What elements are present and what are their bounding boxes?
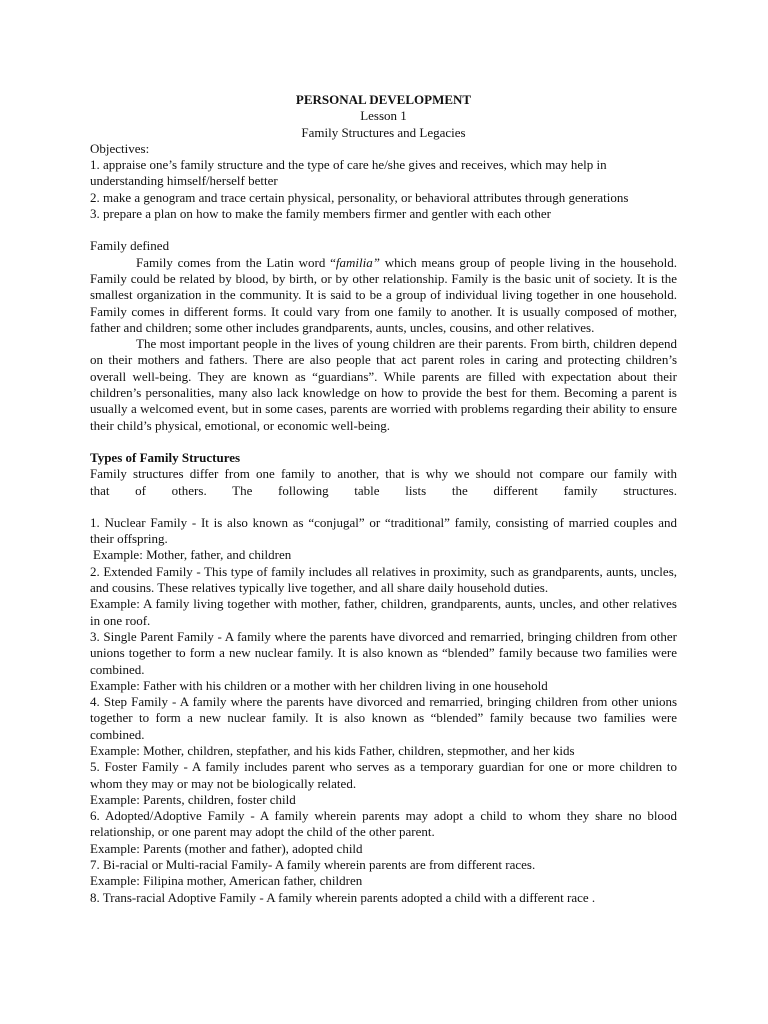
lesson-subtitle: Family Structures and Legacies [301,124,466,140]
objectives-heading: Objectives: [90,140,150,156]
family-type-example: Example: Father with his children or a mother with her children living in one household [90,677,548,693]
spacer [90,222,677,238]
paragraph-text: Family comes from the Latin word “ [136,254,336,270]
document-page [90,92,677,906]
document-title: PERSONAL DEVELOPMENT [295,92,472,107]
family-type-item: 5. Foster Family - A family includes parent who serves as a temporary guardian for one or more children to whom they may or may not be biologically related. [90,759,677,791]
family-type-item: 8. Trans-racial Adoptive Family - A family wherein parents adopted a child with a different race . [90,889,596,905]
latin-word: familia” [335,254,380,270]
family-type-item: 1. Nuclear Family - It is also known as “conjugal” or “traditional” family, consisting of married couples and their offspring. [90,514,677,547]
family-type-example: Example: Mother, father, and children [93,547,292,563]
spacer [90,434,677,450]
family-type-item: 2. Extended Family - This type of family includes all relatives in proximity, such as grandparents, aunts, uncles, and cousins. These relatives typically live together, and all share daily household duties. [90,563,677,596]
parents-paragraph: The most important people in the lives of young children are their parents. From birth, children depend on their mothers and fathers. There are also people that act parent roles in caring and protecting children’s overall well-being. They are known as “guardians”. While parents are filled with expectation about their children’s personalities, many also lack knowledge on how to provide the best for them. Becoming a parent is usually a welcomed event, but in some cases, parents are worried with problems regarding their ability to ensure their child’s physical, emotional, or economic well-being. [90,336,677,433]
family-type-example: Example: Parents, children, foster child [90,791,296,807]
family-type-item: 7. Bi-racial or Multi-racial Family- A family wherein parents are from different races. [90,857,536,873]
lesson-label: Lesson 1 [360,108,407,124]
objective-item: 1. appraise one’s family structure and the type of care he/she gives and receives, which may help in understanding himself/herself better [90,157,607,189]
paragraph-text: which means group of people living in the household. Family could be related by blood, by birth, or by other relationship. Family is the basic unit of society. It is the smallest organization in the community. It is said to be a group of individual living together in one household. Family comes in different forms. It could vary from one family to another. It is usually composed of mother, father and children; some other includes grandparents, aunts, uncles, cousins, and other relatives. [90,254,678,335]
types-heading: Types of Family Structures [90,449,241,465]
family-type-example: Example: Mother, children, stepfather, and his kids Father, children, stepmother, and her kids [90,742,575,758]
objective-item: 3. prepare a plan on how to make the family members firmer and gentler with each other [90,206,551,222]
family-defined-paragraph [90,255,677,336]
family-type-item: 4. Step Family - A family where the parents have divorced and remarried, bringing children from other unions together to form a new nuclear family. It is also known as “blended” family because two families were combined. [90,694,677,742]
family-type-example: Example: Parents (mother and father), adopted child [90,840,363,856]
types-intro-line: that of others. The following table lists the different family structures. [90,482,677,498]
family-defined-heading: Family defined [90,238,170,254]
types-intro-line: Family structures differ from one family to another, that is why we should not compare our family with [90,466,677,482]
family-type-item: 6. Adopted/Adoptive Family - A family wherein parents may adopt a child to whom they share no blood relationship, or one parent may adopt the child of the other parent. [90,808,677,840]
family-type-example: Example: A family living together with mother, father, children, grandparents, aunts, uncles, and other relatives in one roof. [90,596,677,628]
family-type-item: 3. Single Parent Family - A family where the parents have divorced and remarried, bringing children from other unions together to form a new nuclear family. It is also known as “blended” family because two families were combined. [90,628,677,677]
spacer [90,499,677,515]
objective-item: 2. make a genogram and trace certain physical, personality, or behavioral attributes through generations [90,189,629,205]
family-type-example: Example: Filipina mother, American father, children [90,873,363,889]
